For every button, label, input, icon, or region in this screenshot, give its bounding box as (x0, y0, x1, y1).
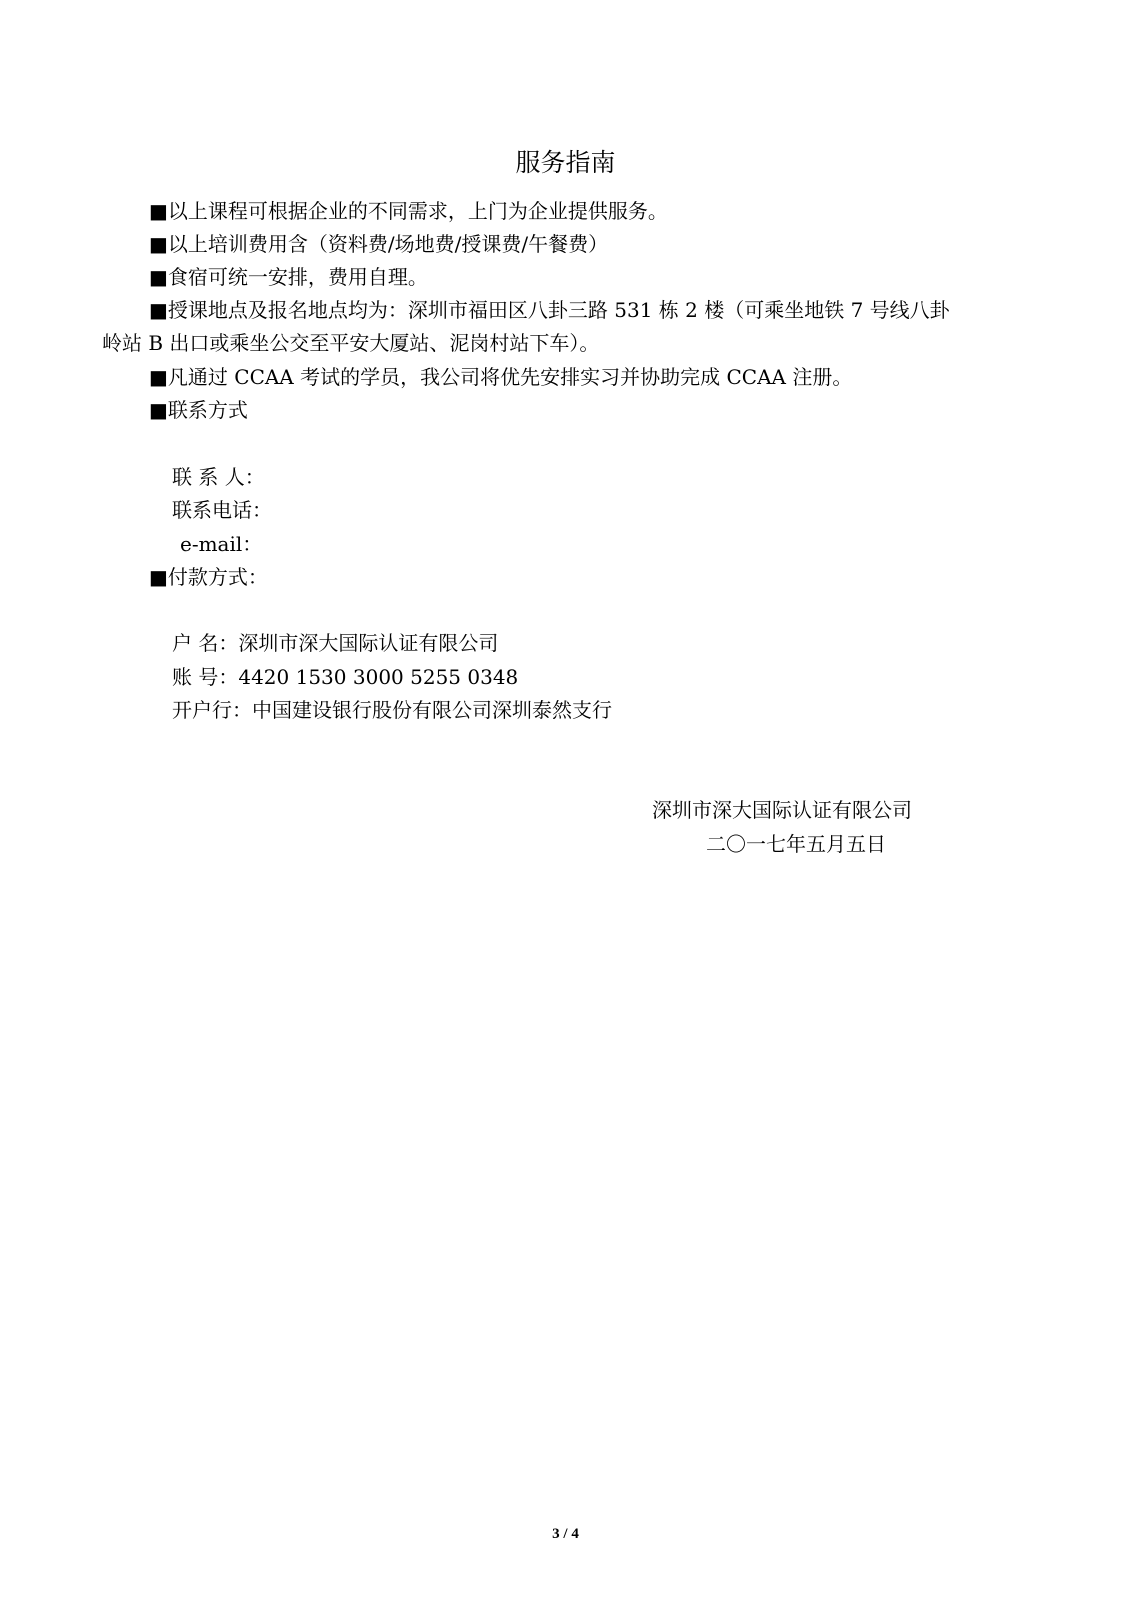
guide-item-5 (149, 362, 852, 392)
bullet-square-icon: ■ (149, 565, 168, 589)
bullet-square-icon: ■ (149, 199, 168, 223)
guide-item-contact (149, 395, 248, 425)
guide-item-text: 以上课程可根据企业的不同需求，上门为企业提供服务。 (167, 199, 668, 223)
guide-item-text: 付款方式： (167, 565, 268, 589)
guide-item-payment (149, 562, 268, 592)
page-number: 3 / 4 (552, 1526, 579, 1542)
bullet-square-icon: ■ (149, 365, 168, 389)
guide-item-4-continuation: 岭站 B 出口或乘坐公交至平安大厦站、泥岗村站下车）。 (102, 331, 600, 355)
payment-account-number: 账 号：4420 1530 3000 5255 0348 (172, 665, 519, 689)
guide-item-text: 授课地点及报名地点均为：深圳市福田区八卦三路 531 栋 2 楼（可乘坐地铁 7 号线八卦 (167, 298, 950, 322)
signature-company: 深圳市深大国际认证有限公司 (652, 798, 912, 822)
guide-item-4 (149, 295, 950, 325)
bullet-square-icon: ■ (149, 265, 168, 289)
guide-item-3 (149, 262, 428, 292)
guide-item-text: 食宿可统一安排，费用自理。 (167, 265, 428, 289)
bullet-square-icon: ■ (149, 298, 168, 322)
guide-item-text: 凡通过 CCAA 考试的学员，我公司将优先安排实习并协助完成 CCAA 注册。 (167, 365, 853, 389)
payment-bank: 开户行：中国建设银行股份有限公司深圳泰然支行 (172, 698, 612, 722)
contact-person-label: 联 系 人： (172, 465, 265, 489)
bullet-square-icon: ■ (149, 398, 168, 422)
contact-email-label: e-mail： (180, 532, 263, 556)
guide-item-2 (149, 229, 608, 259)
contact-phone-label: 联系电话： (172, 498, 272, 522)
payment-account-name: 户 名：深圳市深大国际认证有限公司 (172, 631, 499, 655)
signature-date: 二〇一七年五月五日 (706, 832, 886, 856)
guide-item-1 (149, 196, 668, 226)
page-title: 服务指南 (515, 148, 616, 177)
guide-item-text: 以上培训费用含（资料费/场地费/授课费/午餐费） (167, 232, 609, 256)
bullet-square-icon: ■ (149, 232, 168, 256)
guide-item-text: 联系方式 (167, 398, 248, 422)
